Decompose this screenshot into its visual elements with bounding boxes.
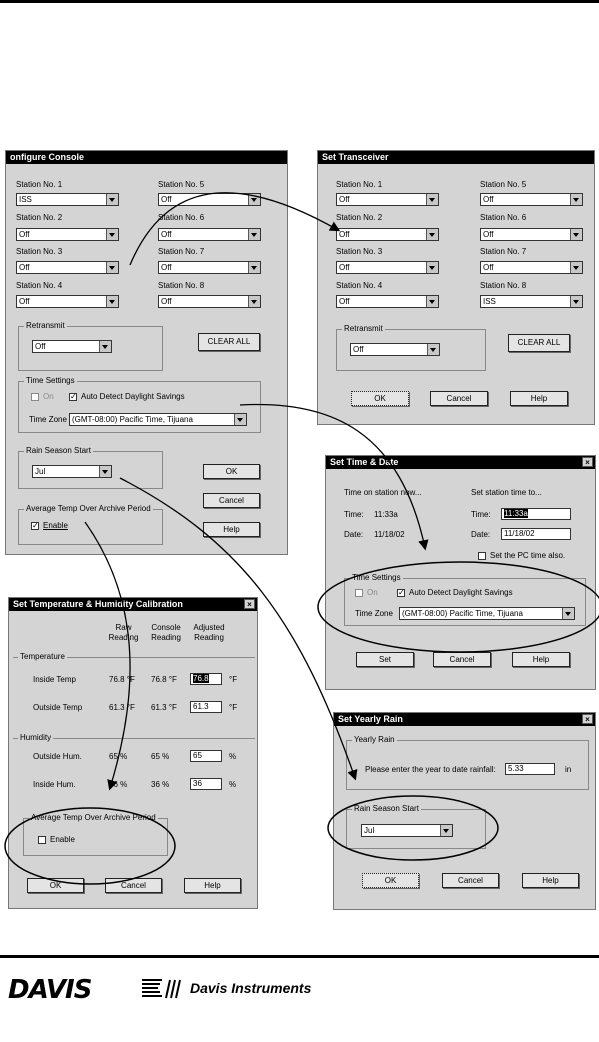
station-2-label: Station No. 2: [16, 213, 63, 222]
rain-season-select[interactable]: Jul: [32, 465, 112, 478]
set-pc-time-label: Set the PC time also.: [490, 551, 566, 560]
dropdown-arrow-icon: [426, 262, 438, 273]
outside-hum-label: Outside Hum.: [33, 752, 82, 761]
top-rule: [0, 0, 599, 3]
outside-temp-input[interactable]: 61.3: [190, 701, 222, 713]
station-6-select[interactable]: Off: [480, 228, 583, 241]
inside-hum-raw: 36 %: [109, 780, 128, 789]
auto-dst-label: Auto Detect Daylight Savings: [409, 588, 513, 597]
outside-temp-unit: °F: [229, 703, 238, 712]
dropdown-arrow-icon: [570, 262, 582, 273]
outside-hum-console: 65 %: [151, 752, 170, 761]
auto-dst-label: Auto Detect Daylight Savings: [81, 392, 185, 401]
time-value: 11:33a: [374, 510, 398, 519]
enable-label: Enable: [50, 835, 75, 844]
auto-dst-checkbox[interactable]: ✓: [398, 588, 405, 597]
inside-hum-label: Inside Hum.: [33, 780, 76, 789]
station-2-select[interactable]: Off: [336, 228, 439, 241]
dropdown-arrow-icon: [426, 229, 438, 240]
dropdown-arrow-icon: [570, 296, 582, 307]
set-time-date-dialog: [325, 455, 596, 690]
outside-hum-input[interactable]: 65: [190, 750, 222, 762]
station-5-select[interactable]: Off: [480, 193, 583, 206]
retransmit-group: [18, 321, 163, 371]
yearly-rain-label: Yearly Rain: [354, 735, 395, 744]
station-7-label: Station No. 7: [480, 247, 527, 256]
time-on-station-label: Time on station now...: [344, 488, 422, 497]
rainfall-input[interactable]: 5.33: [505, 763, 555, 775]
dropdown-arrow-icon: [248, 194, 260, 205]
dropdown-arrow-icon: [106, 229, 118, 240]
date-input-label: Date:: [471, 530, 491, 539]
cancel-button[interactable]: Cancel: [442, 873, 499, 888]
clear-all-button[interactable]: CLEAR ALL: [508, 334, 570, 352]
time-label: Time:: [344, 510, 364, 519]
dialog-title: Set Transceiver: [318, 151, 594, 164]
auto-dst-checkbox[interactable]: ✓: [70, 392, 77, 401]
time-zone-select[interactable]: (GMT-08:00) Pacific Time, Tijuana: [399, 607, 575, 620]
console-reading-header: Console Reading: [151, 623, 181, 642]
set-pc-time-checkbox[interactable]: [478, 552, 486, 560]
close-icon[interactable]: ×: [244, 599, 255, 609]
time-settings-group: [18, 376, 261, 433]
retransmit-group: [336, 324, 486, 371]
inside-temp-input[interactable]: 76.8: [190, 673, 222, 685]
dropdown-arrow-icon: [106, 194, 118, 205]
station-1-select[interactable]: Off: [336, 193, 439, 206]
temperature-group: [13, 652, 255, 727]
time-input-label: Time:: [471, 510, 491, 519]
dropdown-arrow-icon: [248, 262, 260, 273]
close-icon[interactable]: ×: [582, 714, 593, 724]
dropdown-arrow-icon: [99, 341, 111, 352]
station-4-label: Station No. 4: [336, 281, 383, 290]
avg-temp-group: [23, 813, 168, 856]
rain-season-label: Rain Season Start: [26, 446, 91, 455]
ok-button[interactable]: OK: [351, 391, 409, 406]
dropdown-arrow-icon: [248, 296, 260, 307]
station-4-select[interactable]: Off: [16, 295, 119, 308]
ok-button[interactable]: OK: [27, 878, 84, 893]
inside-temp-label: Inside Temp: [33, 675, 76, 684]
dialog-title: Set Temperature & Humidity Calibration ×: [9, 598, 257, 611]
station-1-select[interactable]: ISS: [16, 193, 119, 206]
retransmit-select[interactable]: Off: [350, 343, 440, 356]
dropdown-arrow-icon: [106, 296, 118, 307]
rain-season-group: [346, 804, 486, 849]
inside-temp-unit: °F: [229, 675, 238, 684]
rainfall-unit: in: [565, 765, 572, 774]
station-8-label: Station No. 8: [158, 281, 205, 290]
date-label: Date:: [344, 530, 364, 539]
station-5-select[interactable]: Off: [158, 193, 261, 206]
retransmit-label: Retransmit: [26, 321, 65, 330]
avg-temp-label: Average Temp Over Archive Period: [31, 813, 156, 822]
inside-hum-input[interactable]: 36: [190, 778, 222, 790]
raw-reading-header: Raw Reading: [108, 623, 139, 642]
rain-season-label: Rain Season Start: [354, 804, 419, 813]
enable-label: Enable: [43, 521, 68, 530]
dropdown-arrow-icon: [426, 296, 438, 307]
dropdown-arrow-icon: [234, 414, 246, 425]
yearly-rain-group: [346, 735, 589, 790]
humidity-group: [13, 733, 255, 808]
station-5-label: Station No. 5: [480, 180, 527, 189]
station-8-select[interactable]: ISS: [480, 295, 583, 308]
help-button[interactable]: Help: [184, 878, 241, 893]
station-6-label: Station No. 6: [158, 213, 205, 222]
configure-console-dialog: [5, 150, 288, 555]
station-7-select[interactable]: Off: [480, 261, 583, 274]
outside-hum-raw: 65 %: [109, 752, 128, 761]
station-3-label: Station No. 3: [16, 247, 63, 256]
station-7-label: Station No. 7: [158, 247, 205, 256]
time-zone-label: Time Zone: [355, 609, 393, 618]
dropdown-arrow-icon: [570, 229, 582, 240]
station-5-label: Station No. 5: [158, 180, 205, 189]
humidity-label: Humidity: [20, 733, 52, 742]
dialog-title: onfigure Console: [6, 151, 287, 164]
logo-stripes-icon: [140, 978, 184, 1000]
help-button[interactable]: Help: [522, 873, 579, 888]
cancel-button[interactable]: Cancel: [430, 391, 488, 406]
station-8-label: Station No. 8: [480, 281, 527, 290]
set-station-time-label: Set station time to...: [471, 488, 542, 497]
on-label: On: [367, 588, 378, 597]
station-6-label: Station No. 6: [480, 213, 527, 222]
company-name: Davis Instruments: [190, 980, 312, 996]
inside-hum-unit: %: [229, 780, 237, 789]
dropdown-arrow-icon: [99, 466, 111, 477]
station-1-label: Station No. 1: [16, 180, 63, 189]
station-3-label: Station No. 3: [336, 247, 383, 256]
help-button[interactable]: Help: [203, 522, 260, 537]
set-transceiver-dialog: [317, 150, 595, 425]
outside-temp-console: 61.3 °F: [151, 703, 177, 712]
set-yearly-rain-dialog: [333, 712, 596, 910]
station-4-select[interactable]: Off: [336, 295, 439, 308]
rain-season-select[interactable]: Jul: [361, 824, 453, 837]
set-temp-humidity-dialog: [8, 597, 258, 909]
enable-checkbox[interactable]: ✓: [32, 521, 39, 530]
retransmit-select[interactable]: Off: [32, 340, 112, 353]
dropdown-arrow-icon: [106, 262, 118, 273]
on-label: On: [43, 392, 54, 401]
bottom-rule: [0, 955, 599, 958]
outside-hum-unit: %: [229, 752, 237, 761]
avg-temp-label: Average Temp Over Archive Period: [26, 504, 151, 513]
dropdown-arrow-icon: [426, 194, 438, 205]
time-settings-label: Time Settings: [26, 376, 75, 385]
help-button[interactable]: Help: [512, 652, 570, 667]
dropdown-arrow-icon: [440, 825, 452, 836]
enable-checkbox[interactable]: [38, 836, 46, 844]
time-settings-label: Time Settings: [352, 573, 401, 582]
davis-logo: DAVIS: [8, 975, 92, 1005]
dropdown-arrow-icon: [562, 608, 574, 619]
outside-temp-label: Outside Temp: [33, 703, 83, 712]
time-zone-select[interactable]: (GMT-08:00) Pacific Time, Tijuana: [69, 413, 247, 426]
inside-temp-console: 76.8 °F: [151, 675, 177, 684]
ok-button[interactable]: OK: [362, 873, 419, 888]
inside-hum-console: 36 %: [151, 780, 170, 789]
station-6-select[interactable]: Off: [158, 228, 261, 241]
clear-all-button[interactable]: CLEAR ALL: [198, 333, 260, 351]
dialog-title: Set Time & Date ×: [326, 456, 595, 469]
dropdown-arrow-icon: [427, 344, 439, 355]
inside-temp-raw: 76.8 °F: [109, 675, 135, 684]
dialog-title: Set Yearly Rain ×: [334, 713, 595, 726]
dropdown-arrow-icon: [570, 194, 582, 205]
time-zone-label: Time Zone: [29, 415, 67, 424]
cancel-button[interactable]: Cancel: [433, 652, 491, 667]
close-icon[interactable]: ×: [582, 457, 593, 467]
station-2-select[interactable]: Off: [16, 228, 119, 241]
station-3-select[interactable]: Off: [336, 261, 439, 274]
cancel-button[interactable]: Cancel: [105, 878, 162, 893]
time-input[interactable]: 11:33a: [501, 508, 571, 520]
dropdown-arrow-icon: [248, 229, 260, 240]
rain-season-group: [18, 446, 163, 489]
set-button[interactable]: Set: [356, 652, 414, 667]
station-2-label: Station No. 2: [336, 213, 383, 222]
date-input[interactable]: 11/18/02: [501, 528, 571, 540]
outside-temp-raw: 61.3 °F: [109, 703, 135, 712]
avg-temp-group: [18, 504, 163, 545]
adjusted-reading-header: Adjusted Reading: [193, 623, 225, 642]
station-8-select[interactable]: Off: [158, 295, 261, 308]
temperature-label: Temperature: [20, 652, 65, 661]
station-1-label: Station No. 1: [336, 180, 383, 189]
time-settings-group: [344, 573, 586, 626]
date-value: 11/18/02: [374, 530, 405, 539]
on-checkbox[interactable]: [355, 589, 363, 597]
station-4-label: Station No. 4: [16, 281, 63, 290]
station-3-select[interactable]: Off: [16, 261, 119, 274]
help-button[interactable]: Help: [510, 391, 568, 406]
station-7-select[interactable]: Off: [158, 261, 261, 274]
cancel-button[interactable]: Cancel: [203, 493, 260, 508]
ok-button[interactable]: OK: [203, 464, 260, 479]
on-checkbox[interactable]: [31, 393, 39, 401]
retransmit-label: Retransmit: [344, 324, 383, 333]
rainfall-prompt: Please enter the year to date rainfall:: [365, 765, 496, 774]
